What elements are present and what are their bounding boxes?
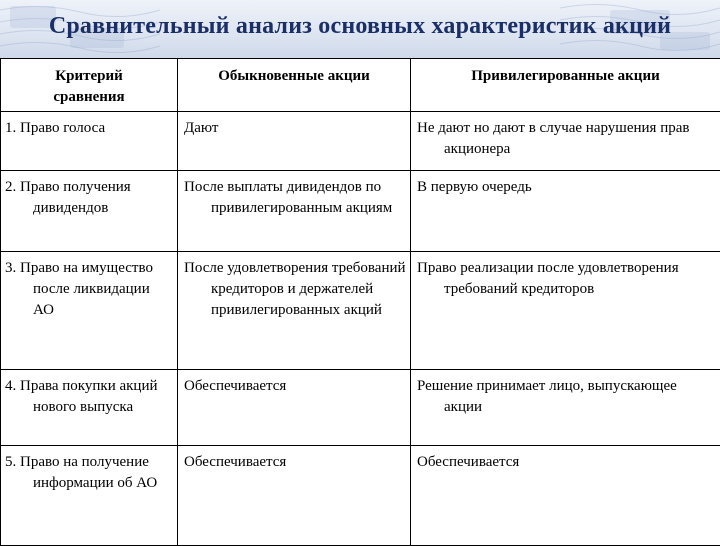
common-shares-cell: Обеспечивается xyxy=(178,370,411,446)
table-row xyxy=(1,112,720,171)
table-header-row xyxy=(1,59,720,112)
criterion-cell: 4. Права покупки акций нового выпуска xyxy=(1,370,178,446)
slide-header xyxy=(0,0,720,58)
common-shares-cell: После удовлетворения требований кредиторов и держателей привилегированных акций xyxy=(178,252,411,370)
criterion-cell: 1. Право голоса xyxy=(1,112,178,171)
comparison-table xyxy=(0,58,720,546)
table-row xyxy=(1,171,720,252)
column-header-criterion: Критерий сравнения xyxy=(1,59,178,112)
preferred-shares-cell: Решение принимает лицо, выпускающее акции xyxy=(411,370,720,446)
common-shares-cell: После выплаты дивидендов по привилегированным акциям xyxy=(178,171,411,252)
table-row xyxy=(1,370,720,446)
table-row xyxy=(1,446,720,546)
common-shares-cell: Дают xyxy=(178,112,411,171)
criterion-cell: 3. Право на имущество после ликвидации АО xyxy=(1,252,178,370)
criterion-cell: 5. Право на получение информации об АО xyxy=(1,446,178,546)
column-header-common-shares: Обыкновенные акции xyxy=(178,59,411,112)
preferred-shares-cell: Обеспечивается xyxy=(411,446,720,546)
preferred-shares-cell: В первую очередь xyxy=(411,171,720,252)
preferred-shares-cell: Право реализации после удовлетворения требований кредиторов xyxy=(411,252,720,370)
column-header-preferred-shares: Привилегированные акции xyxy=(411,59,720,112)
common-shares-cell: Обеспечивается xyxy=(178,446,411,546)
preferred-shares-cell: Не дают но дают в случае нарушения прав акционера xyxy=(411,112,720,171)
page-title: Сравнительный анализ основных характеристик акций xyxy=(0,13,720,40)
criterion-cell: 2. Право получения дивидендов xyxy=(1,171,178,252)
table-row xyxy=(1,252,720,370)
